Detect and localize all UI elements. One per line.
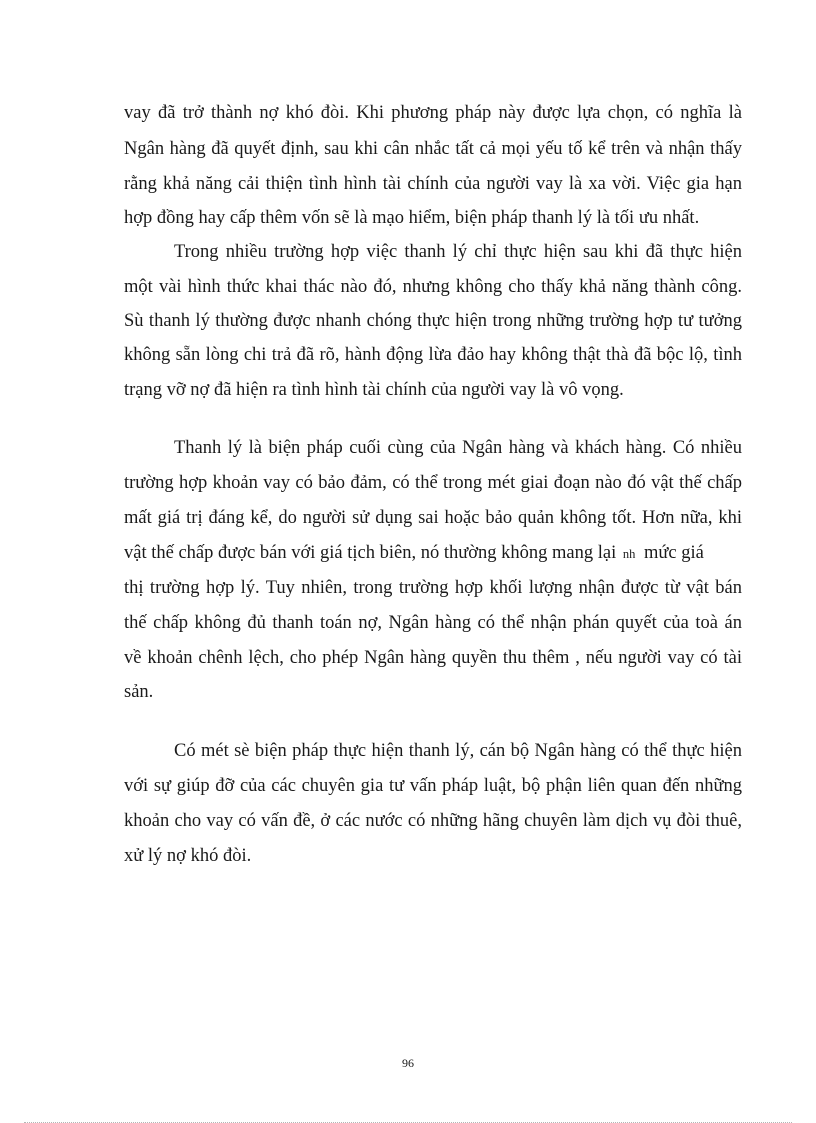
paragraph-3-line-1: Thanh lý là biện pháp cuối cùng của Ngân hàng và khách hàng. Có nhiều xyxy=(174,438,742,458)
page-number: 96 xyxy=(402,1056,414,1070)
paragraph-1-line-1: vay đã trở thành nợ khó đòi. Khi phương pháp này được lựa chọn, có nghĩa là xyxy=(124,103,742,123)
paragraph-3-line-8: sản. xyxy=(124,682,154,702)
paragraph-2-line-4: không sẵn lòng chi trả đã rõ, hành động lừa đảo hay không thật thà đã bộc lộ, tình xyxy=(124,345,742,365)
paragraph-4-line-4: xử lý nợ khó đòi. xyxy=(124,846,252,866)
paragraph-1-line-2: Ngân hàng đã quyết định, sau khi cân nhắc tất cả mọi yếu tố kể trên và nhận thấy xyxy=(124,139,742,159)
paragraph-3-line-5: thị trường hợp lý. Tuy nhiên, trong trường hợp khối lượng nhận được từ vật bán xyxy=(124,578,742,598)
paragraph-2-line-2: một vài hình thức khai thác nào đó, nhưng không cho thấy khả năng thành công. xyxy=(124,277,742,297)
paragraph-2-line-1: Trong nhiều trường hợp việc thanh lý chỉ thực hiện sau khi đã thực hiện xyxy=(174,242,742,262)
paragraph-2-line-3: Sù thanh lý thường được nhanh chóng thực hiện trong những trường hợp tư tưởng xyxy=(124,311,742,331)
paragraph-3-line-4-text-start: vật thế chấp được bán với giá tịch biên, nó thường không mang lại xyxy=(124,543,617,563)
paragraph-3-line-3: mất giá trị đáng kể, do người sử dụng sai hoặc bảo quản không tốt. Hơn nữa, khi xyxy=(124,508,742,528)
paragraph-1-line-4: hợp đồng hay cấp thêm vốn sẽ là mạo hiểm, biện pháp thanh lý là tối ưu nhất. xyxy=(124,208,700,228)
paragraph-3-line-7: về khoản chênh lệch, cho phép Ngân hàng quyền thu thêm , nếu người vay có tài xyxy=(124,648,742,668)
paragraph-4-line-3: khoản cho vay có vấn đề, ở các nước có những hãng chuyên làm dịch vụ đòi thuê, xyxy=(124,811,742,831)
paragraph-4-line-2: với sự giúp đỡ của các chuyên gia tư vấn pháp luật, bộ phận liên quan đến những xyxy=(124,776,742,796)
paragraph-3-line-4-text-end: mức giá xyxy=(644,543,704,563)
paragraph-4-line-1: Có mét sè biện pháp thực hiện thanh lý, cán bộ Ngân hàng có thể thực hiện xyxy=(174,741,742,761)
paragraph-2-line-5: trạng vỡ nợ đã hiện ra tình hình tài chính của người vay là vô vọng. xyxy=(124,380,624,400)
paragraph-1-line-3: rằng khả năng cải thiện tình hình tài chính của người vay là xa vời. Việc gia hạn xyxy=(124,174,742,194)
paragraph-3-line-2: trường hợp khoản vay có bảo đảm, có thể trong mét giai đoạn nào đó vật thế chấp xyxy=(124,473,742,493)
paragraph-3-inline-fragment: nh xyxy=(622,547,636,561)
paragraph-3-line-4 xyxy=(124,543,742,564)
paragraph-3-line-6: thế chấp không đủ thanh toán nợ, Ngân hàng có thể nhận phán quyết của toà án xyxy=(124,613,742,633)
